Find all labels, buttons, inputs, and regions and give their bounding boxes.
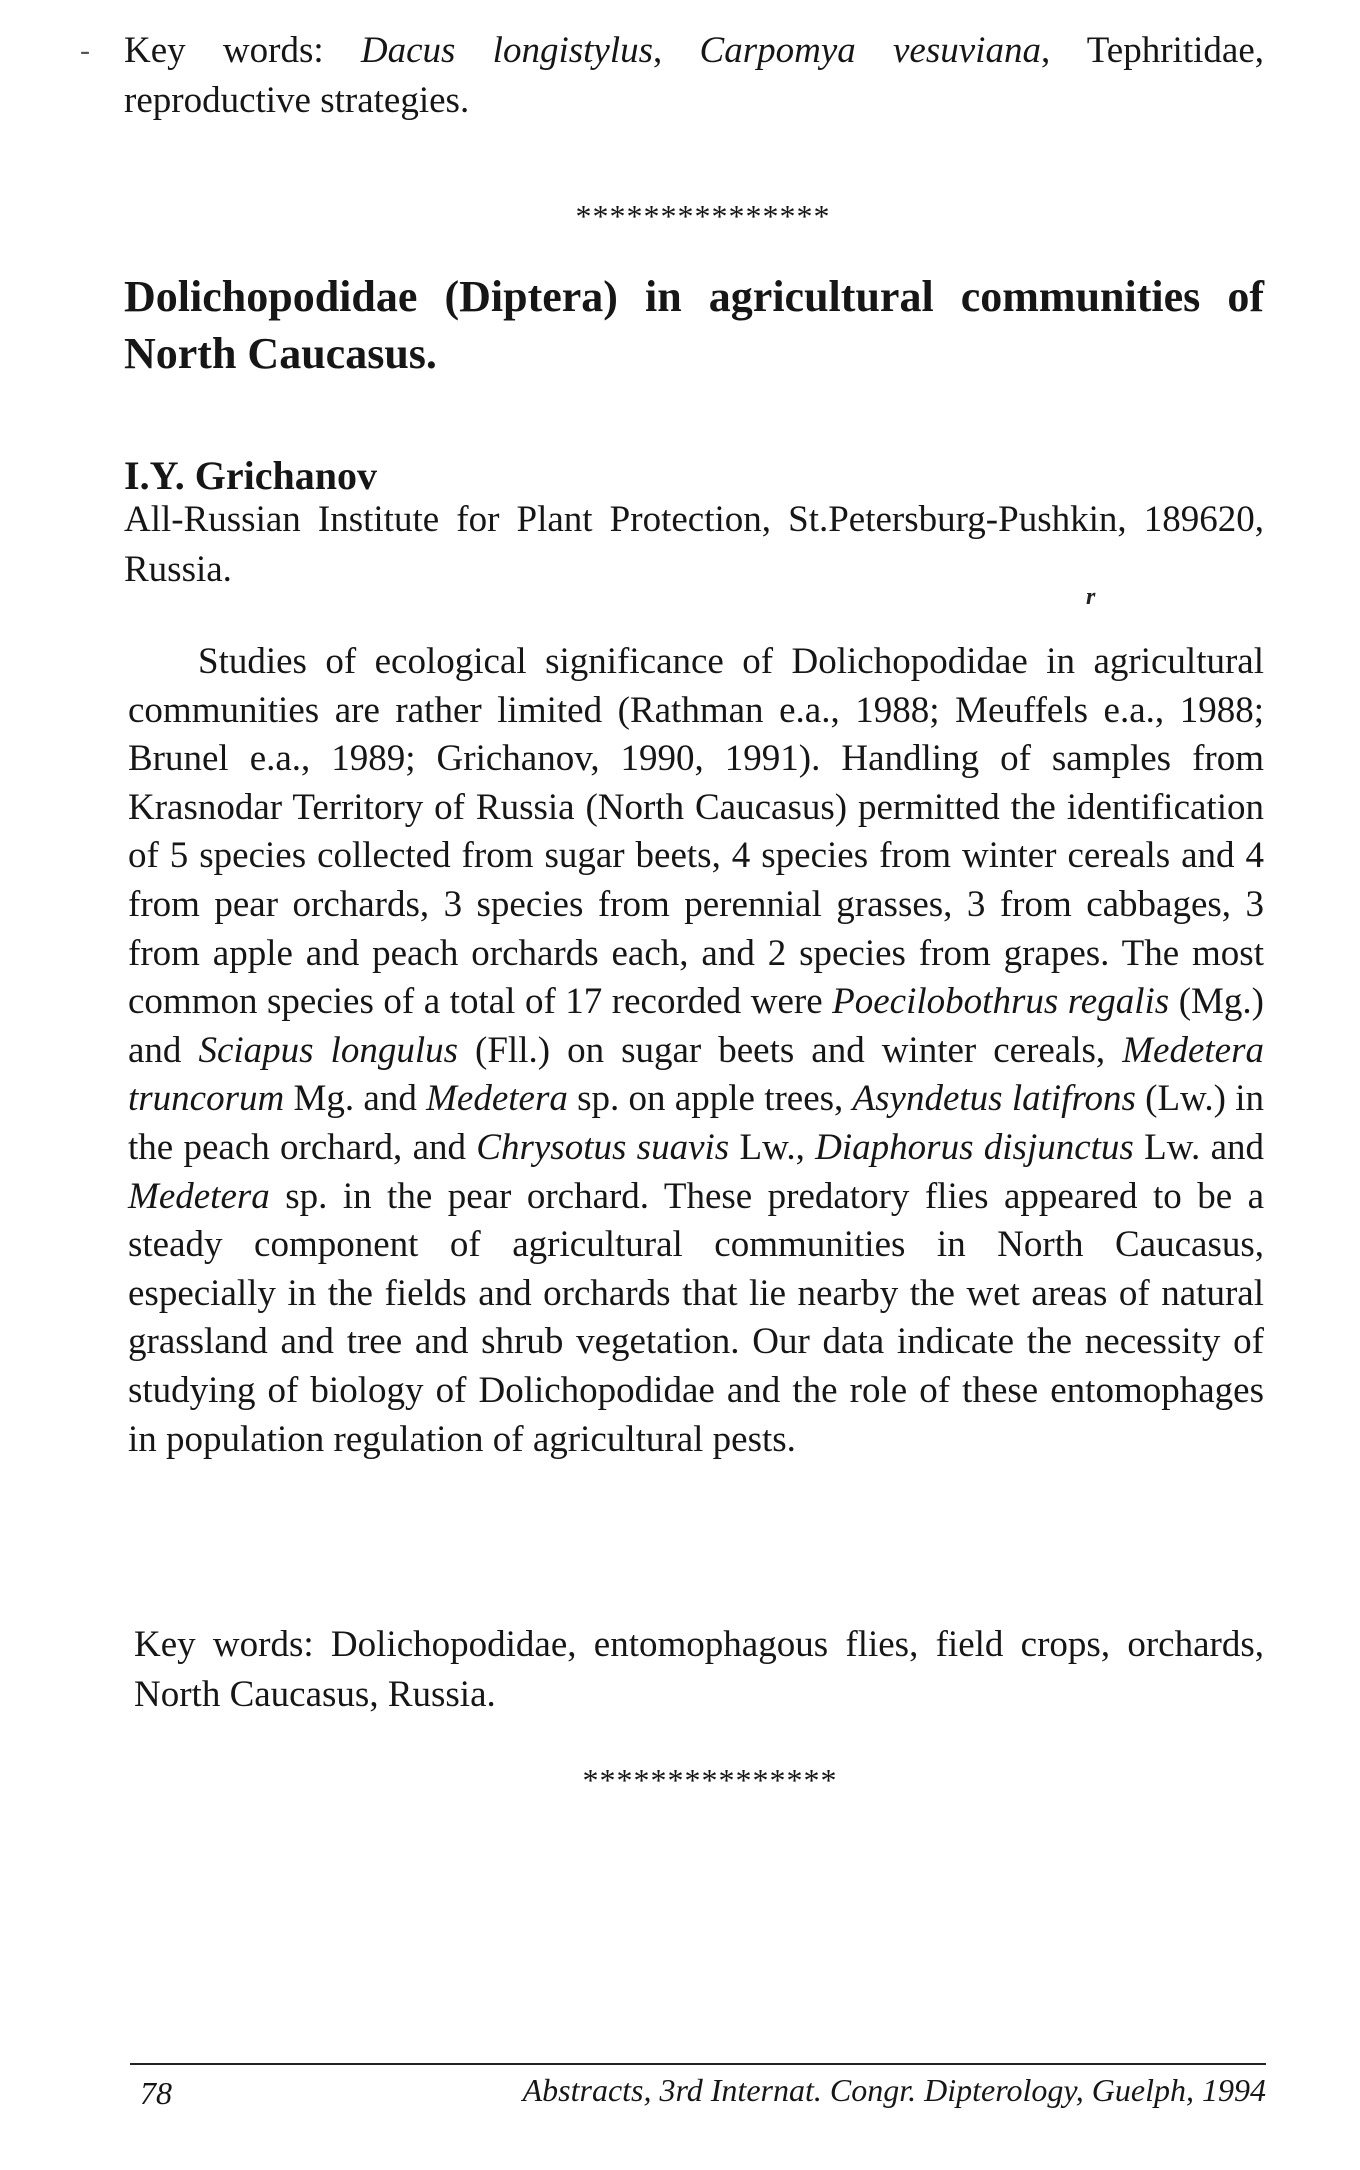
author-affiliation: All-Russian Institute for Plant Protection, St.Petersburg-Pushkin, 189620, Russia. xyxy=(124,499,1264,590)
stray-mark: r xyxy=(1086,584,1096,610)
footer-source: Abstracts, 3rd Internat. Congr. Dipterology, Guelph, 1994 xyxy=(522,2072,1266,2108)
body-text-run: sp. on apple trees, xyxy=(567,1078,853,1120)
species-name: Poecilobothrus regalis xyxy=(832,981,1170,1023)
separator-bottom: *************** xyxy=(582,1762,838,1798)
author-name: I.Y. Grichanov xyxy=(124,453,378,498)
previous-abstract-keywords xyxy=(80,26,1264,126)
species-name: Medetera xyxy=(426,1078,568,1120)
abstract-body xyxy=(128,638,1264,1464)
body-text-run: sp. in the pear orchard. These predatory flies appeared to be a steady component of agricultural communities in North Caucasus, especially in the fields and orchards that lie nearby the wet areas of natural grassland and tree and shrub vegetation. Our data indicate the necessity of studying of biology of Dolichopodidae and the role of these entomophages in population regulation of agricultural pests. xyxy=(128,1175,1264,1460)
keyword-species: Dacus longistylus xyxy=(360,30,654,71)
abstract-paragraph xyxy=(128,638,1264,1464)
abstract-keywords: Key words: Dolichopodidae, entomophagous flies, field crops, orchards, North Caucasus, Russia. xyxy=(134,1624,1264,1715)
page-number: 78 xyxy=(140,2075,172,2111)
body-text-run: Studies of ecological significance of Dolichopodidae in agricultural communities are rather limited (Rathman e.a., 1988; Meuffels e.a., 1988; Brunel e.a., 1989; Grichanov, 1990, 1991). Handling of samples from Krasnodar Territory of Russia (North Caucasus) permitted the identification of 5 species collected from sugar beets, 4 species from winter cereals and 4 from pear orchards, 3 species from perennial grasses, 3 from cabbages, 3 from apple and peach orchards each, and 2 species from grapes. The most common species of a total of 17 recorded were xyxy=(128,641,1264,1023)
species-name: Chrysotus suavis xyxy=(476,1126,730,1168)
abstract-title: Dolichopodidae (Diptera) in agricultural communities of North Caucasus. xyxy=(124,272,1264,378)
keyword-species: Carpomya vesuviana xyxy=(699,30,1041,71)
body-text-run: Lw., xyxy=(729,1126,816,1168)
keyword-separator: , xyxy=(653,30,700,71)
body-text-run: Lw. and xyxy=(1133,1126,1265,1168)
footer-rule xyxy=(130,2063,1266,2065)
species-name: Asyndetus latifrons xyxy=(852,1078,1136,1120)
keywords-prefix: Key words: xyxy=(124,30,361,71)
body-text-run: (Fll.) on sugar beets and winter cereals, xyxy=(458,1029,1123,1071)
body-text-run: (Mg.) and xyxy=(128,981,1264,1071)
species-name: Medetera xyxy=(128,1175,270,1217)
body-text-run: (Lw.) in the peach orchard, and xyxy=(128,1078,1264,1168)
body-text-run: Mg. and xyxy=(284,1078,427,1120)
separator-top: *************** xyxy=(575,198,831,234)
species-name: Medetera truncorum xyxy=(128,1029,1264,1120)
keywords-rest: , Tephritidae, reproductive strategies. xyxy=(124,30,1264,121)
species-name: Diaphorus disjunctus xyxy=(815,1126,1134,1168)
species-name: Sciapus longulus xyxy=(198,1029,459,1071)
margin-mark: - xyxy=(80,34,90,67)
